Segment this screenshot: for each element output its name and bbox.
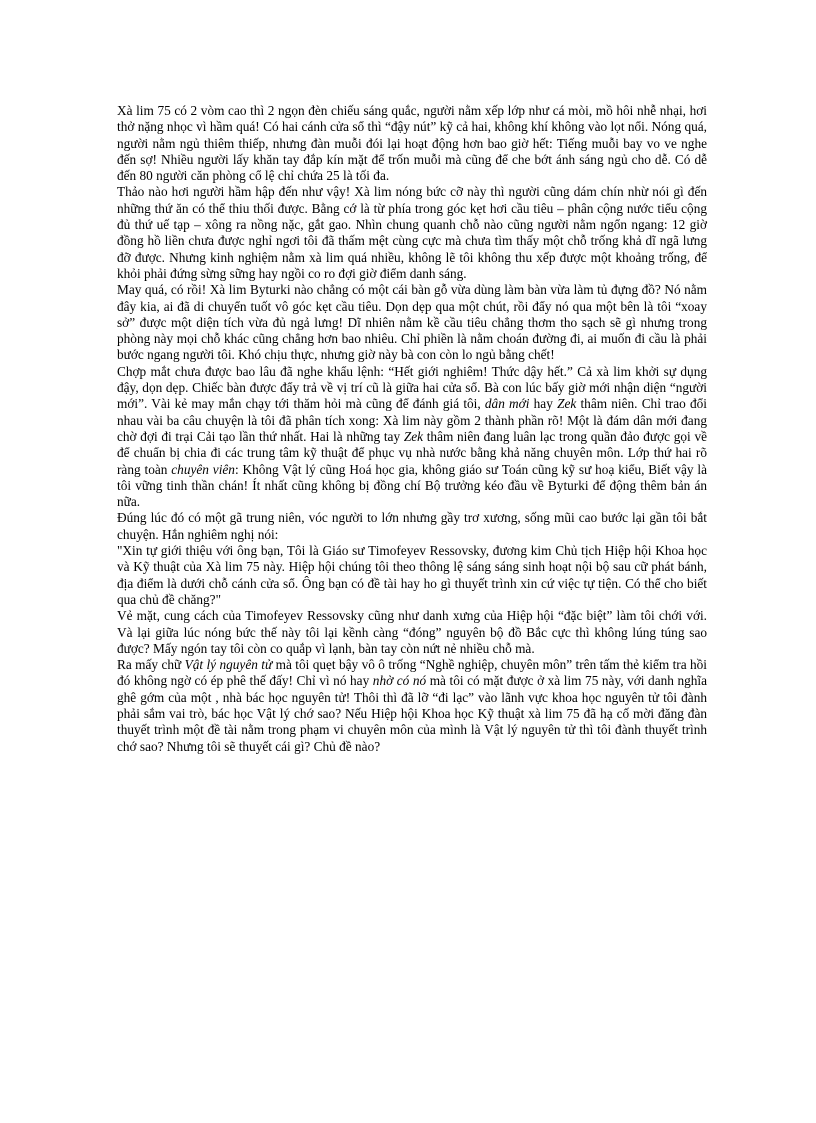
italic-text: Vật lý nguyên tử (184, 657, 273, 673)
italic-text: dân mới (484, 396, 530, 412)
paragraph: Xà lim 75 có 2 vòm cao thì 2 ngọn đèn chiếu sáng quắc, người nằm xếp lớp như cá mòi, mồ hôi nhễ nhại, hơi thở nặng nhọc vì hầm quá! Có hai cánh cửa sổ thì “đậy nút” kỹ cả hai, không khí không vào lọt nổi. Nóng quá, người nằm ngủ thiêm thiếp, nhưng đàn muỗi đói lại hoạt động hơn bao giờ hết: Tiếng muỗi bay vo ve nghe đến sợ! Nhiều người lấy khăn tay đắp kín mặt để trốn muỗi mà cũng để che bớt ánh sáng ngủ cho dễ. Có dễ đến 80 người căn phòng cổ lệ chỉ chứa 25 là tối đa. (117, 103, 707, 184)
paragraph: Ra mấy chữ Vật lý nguyên tử mà tôi quẹt bậy vô ô trống “Nghề nghiệp, chuyên môn” trên tấm thẻ kiểm tra hồi đó không ngờ có ép phê thế đấy! Chỉ vì nó hay nhờ có nó mà tôi có mặt được ở xà lim 75 này, với danh nghĩa ghê gớm của một , nhà bác học nguyên tử! Thôi thì đã lỡ “đi lạc” vào lãnh vực khoa học nguyên tử tôi đành phải sắm vai trò, bác học Vật lý chớ sao? Nếu Hiệp hội Khoa học Kỹ thuật xà lim 75 đã hạ cố mời đăng đàn thuyết trình một đề tài nằm trong phạm vi chuyên môn của mình là Vật lý nguyên tử thì tôi đành thuyết trình chớ sao? Nhưng tôi sẽ thuyết cái gì? Chủ đề nào? (117, 657, 708, 754)
paragraph: "Xin tự giới thiệu với ông bạn, Tôi là Giáo sư Timofeyev Ressovsky, đương kim Chủ tịch Hiệp hội Khoa học và Kỹ thuật của Xà lim 75 này. Hiệp hội chúng tôi theo thông lệ sáng sáng sinh hoạt nội bộ sau cữ phát bánh, địa điểm là dưới chỗ cánh cửa sổ. Ông bạn có đề tài hay ho gì thuyết trình xin cứ việc tự tiện. Có thể cho biết qua chủ đề chăng?" (117, 543, 707, 607)
italic-text: chuyên viên (171, 461, 235, 477)
italic-text: Zek (403, 428, 424, 444)
paragraph: Chợp mắt chưa được bao lâu đã nghe khẩu lệnh: “Hết giới nghiêm! Thức dậy hết.” Cả xà lim khởi sự dụng đậy, dọn dẹp. Chiếc bàn được đẩy trả về vị trí cũ là giữa hai cửa sổ. Bà con lúc bấy giờ mới nhận diện “người mới”. Vài kẻ may mắn chạy tới thăm hỏi mà cũng để đánh giá tôi, dân mới hay Zek thâm niên. Chỉ trao đổi nhau vài ba câu chuyện là tôi đã phân tích xong: Xà lim này gồm 2 thành phần rõ! Một là đám dân mới đang chờ đợi đi trại Cải tạo lần thứ nhất. Hai là những tay Zek thâm niên đang luân lạc trong quần đảo được gọi về để chuẩn bị chia đi các trung tâm kỹ thuật để phục vụ nhà nước bằng khả năng chuyên môn. Lớp thứ hai rõ ràng toàn chuyên viên: Không Vật lý cũng Hoá học gia, không giáo sư Toán cũng kỹ sư hoạ kiểu, Biết vậy là tôi vững tinh thần chán! Ít nhất cũng không bị đồng chí Bộ trưởng kéo đầu về Byturki để động thêm bản án nữa. (117, 363, 707, 510)
body-text (117, 103, 707, 755)
paragraph: May quá, có rồi! Xà lim Byturki nào chẳng có một cái bàn gỗ vừa dùng làm bàn vừa làm tủ đựng đồ? Nó nằm đây kia, ai đã di chuyển tuốt vô góc kẹt cầu tiêu. Dọn dẹp qua một chút, rồi đẩy nó qua một bên là tôi “xoay sở” được một diện tích vừa đủ ngả lưng! Dĩ nhiên nằm kề cầu tiêu chẳng thơm tho sạch sẽ gì nhưng trong phòng này mọi chỗ khác cũng chẳng hơn bao nhiêu. Chỉ phiền là nằm choán đường đi, ai muốn đi cầu là phải bước ngang người tôi. Khó chịu thực, nhưng giờ này bà con còn lo ngủ bằng chết! (117, 282, 707, 363)
italic-text: nhờ có nó (372, 673, 427, 689)
paragraph: Thảo nào hơi người hầm hập đến như vậy! Xà lim nóng bức cỡ này thì người cũng dám chín nhừ nói gì đến những thứ ăn có thể thiu thối được. Bằng cớ là từ phía trong góc kẹt hơi cầu tiêu – phân cộng nước tiểu cộng đủ thứ uế tạp – xông ra nồng nặc, gắt gao. Nhìn chung quanh chỗ nào cũng người nằm ngổn ngang: 12 giờ đồng hồ liền chưa được nghỉ ngơi tôi đã thấm mệt cùng cực mà chưa tìm thấy một chỗ trống khả dĩ ngã lưng đỡ được. Nhưng kinh nghiệm nằm xà lim quá nhiều, không lẽ tôi không thu xếp được một khoảng trống, để khỏi phải đứng sừng sững hay ngồi co ro đợi giờ điểm danh sáng. (117, 184, 707, 281)
italic-text: Zek (557, 396, 577, 412)
paragraph: Vẻ mặt, cung cách của Timofeyev Ressovsky cũng như danh xưng của Hiệp hội “đặc biệt” làm tôi chới với. Và lại giữa lúc nóng bức thế này tôi lại kềnh càng “đóng” nguyên bộ đồ Bắc cực thì không lúng túng sao được? Mấy ngón tay tôi còn co quắp vì lạnh, bàn tay còn nứt nẻ nhiều chỗ mà. (117, 608, 707, 656)
paragraph: Đúng lúc đó có một gã trung niên, vóc người to lớn nhưng gầy trơ xương, sống mũi cao bước lại gần tôi bắt chuyện. Hắn nghiêm nghị nói: (117, 510, 707, 542)
